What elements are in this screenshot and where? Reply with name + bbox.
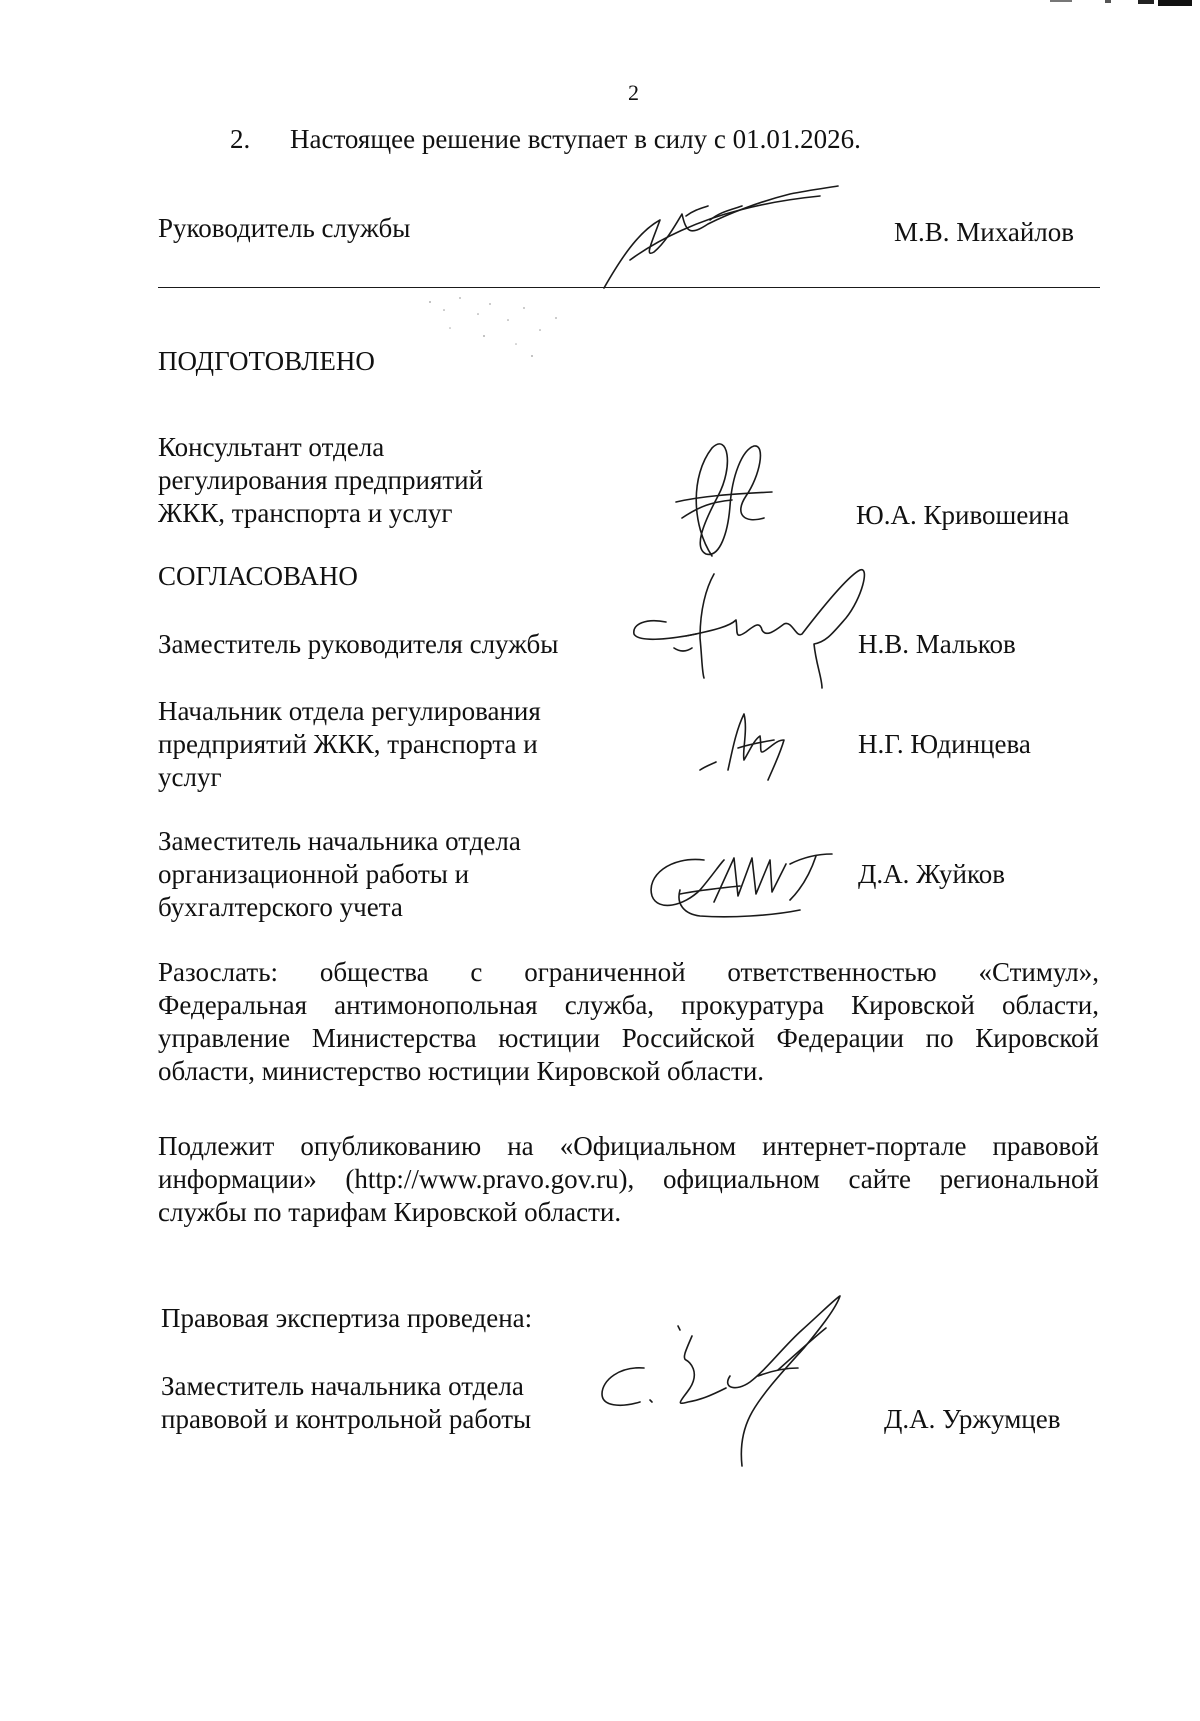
head-position: Руководитель службы (158, 213, 411, 243)
signature-yudintseva (694, 700, 804, 790)
clause-number: 2. (230, 124, 251, 154)
agreed-position-1: Заместитель руководителя службы (158, 629, 559, 659)
signature-krivosheina (672, 436, 782, 566)
signature-urzhumtsev (590, 1296, 890, 1486)
agreed-position-line: предприятий ЖКК, транспорта и (158, 729, 538, 759)
signature-malkov (626, 568, 896, 718)
signature-mikhailov (590, 180, 850, 300)
legal-review-position-line: правовой и контрольной работы (161, 1404, 532, 1434)
prepared-position-line: ЖКК, транспорта и услуг (158, 498, 453, 528)
distribution-line: управление Министерства юстиции Российской Федерации по Кировской (158, 1023, 1099, 1053)
scan-noise (420, 290, 600, 380)
prepared-position-line: регулирования предприятий (158, 465, 484, 495)
legal-review-heading: Правовая экспертиза проведена: (161, 1303, 533, 1333)
signature-zhuikov (640, 830, 840, 930)
agreed-position-line: услуг (158, 762, 222, 792)
prepared-position-line: Консультант отдела (158, 432, 385, 462)
legal-review-position-line: Заместитель начальника отдела (161, 1371, 524, 1401)
agreed-heading: СОГЛАСОВАНО (158, 561, 358, 591)
head-name: М.В. Михайлов (894, 217, 1075, 247)
page-number: 2 (628, 80, 639, 105)
legal-review-name: Д.А. Уржумцев (884, 1404, 1061, 1434)
publication-paragraph (158, 1130, 1099, 1229)
agreed-position-line: бухгалтерского учета (158, 892, 403, 922)
agreed-position-2 (158, 695, 618, 794)
legal-review-position (161, 1370, 591, 1436)
clause-text: Настоящее решение вступает в силу с 01.01.2026. (290, 124, 861, 154)
agreed-position-line: организационной работы и (158, 859, 470, 889)
distribution-line: Разослать: общества с ограниченной ответственностью «Стимул», (158, 957, 1099, 987)
agreed-position-3 (158, 825, 618, 924)
prepared-name: Ю.А. Кривошеина (856, 500, 1070, 530)
agreed-name-2: Н.Г. Юдинцева (858, 729, 1031, 759)
prepared-heading: ПОДГОТОВЛЕНО (158, 346, 375, 376)
agreed-position-line: Заместитель начальника отдела (158, 826, 521, 856)
publication-line: службы по тарифам Кировской области. (158, 1197, 622, 1227)
publication-line: Подлежит опубликованию на «Официальном интернет-портале правовой (158, 1131, 1099, 1161)
publication-line: информации» (http://www.pravo.gov.ru), официальном сайте региональной (158, 1164, 1099, 1194)
distribution-paragraph (158, 956, 1099, 1088)
agreed-position-line: Начальник отдела регулирования (158, 696, 541, 726)
scan-artifact (900, 0, 1200, 12)
distribution-line: области, министерство юстиции Кировской области. (158, 1056, 765, 1086)
agreed-name-1: Н.В. Мальков (858, 629, 1016, 659)
agreed-name-3: Д.А. Жуйков (858, 859, 1005, 889)
prepared-position (158, 431, 578, 530)
distribution-line: Федеральная антимонопольная служба, прокуратура Кировской области, (158, 990, 1099, 1020)
